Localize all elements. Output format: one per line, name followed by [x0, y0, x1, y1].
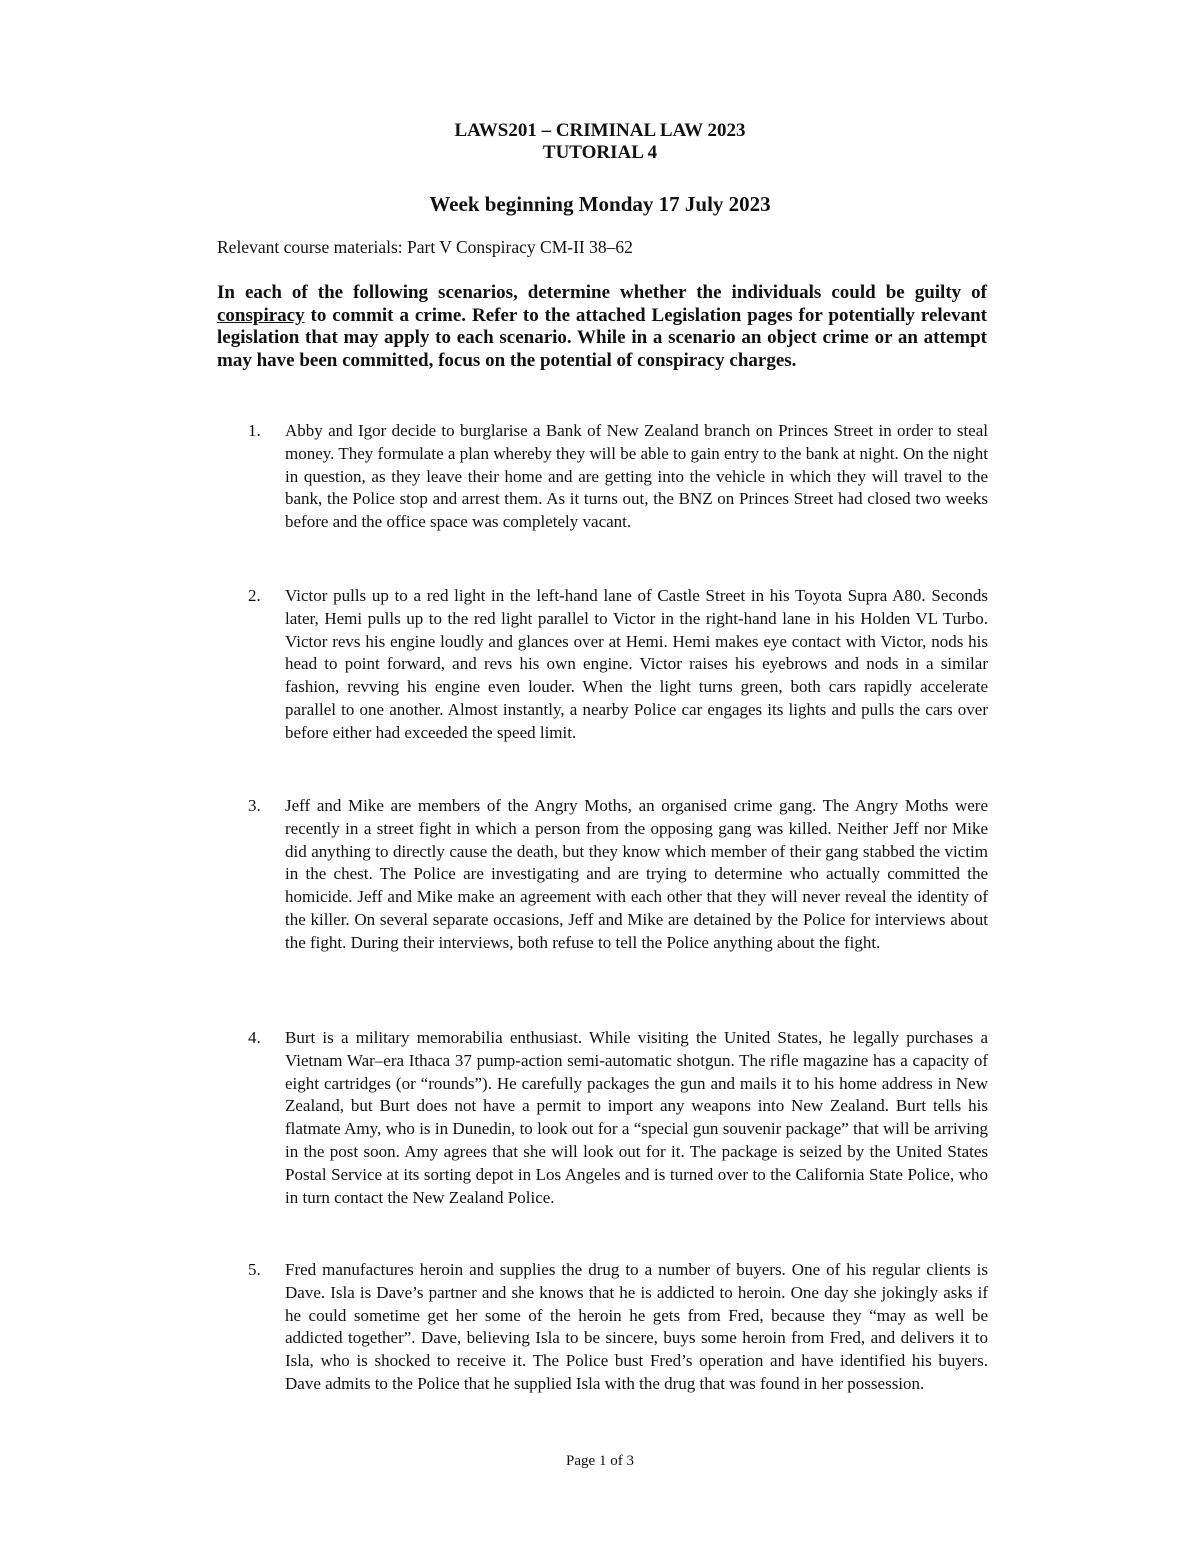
scenario-text: Jeff and Mike are members of the Angry Moths, an organised crime gang. The Angry Moths were recently in a street fight in which a person from the opposing gang was killed. Neither Jeff nor Mike did anything to directly cause the death, but they know which member of their gang stabbed the victim in the chest. The Police are investigating and are trying to determine who actually committed the homicide. Jeff and Mike make an agreement with each other that they will never reveal the identity of the killer. On several separate occasions, Jeff and Mike are detained by the Police for interviews about the fight. During their interviews, both refuse to tell the Police anything about the fight. [285, 796, 988, 952]
tutorial-title: TUTORIAL 4 [542, 142, 658, 163]
week-heading: Week beginning Monday 17 July 2023 [429, 192, 771, 216]
scenario-number: 4. [248, 1028, 261, 1047]
instructions-text-after: to commit a crime. Refer to the attached Legislation pages for potentially relevant legislation that may apply to each scenario. While in a scenario an object crime or an attempt may have been committed, focus on the potential of conspiracy charges. [217, 304, 987, 371]
scenario-item-3 [248, 795, 988, 955]
scenario-number: 1. [248, 421, 261, 440]
scenario-item-2 [248, 585, 988, 745]
scenario-text: Victor pulls up to a red light in the left-hand lane of Castle Street in his Toyota Supra A80. Seconds later, Hemi pulls up to the red light parallel to Victor in the right-hand lane in his Holden VL Turbo. Victor revs his engine loudly and glances over at Hemi. Hemi makes eye contact with Victor, nods his head to point forward, and revs his own engine. Victor raises his eyebrows and nods in a similar fashion, revving his engine even louder. When the light turns green, both cars rapidly accelerate parallel to one another. Almost instantly, a nearby Police car engages its lights and pulls the cars over before either had exceeded the speed limit. [285, 586, 988, 742]
instructions-paragraph [217, 282, 987, 372]
scenario-text: Burt is a military memorabilia enthusiast. While visiting the United States, he legally purchases a Vietnam War–era Ithaca 37 pump-action semi-automatic shotgun. The rifle magazine has a capacity of eight cartridges (or “rounds”). He carefully packages the gun and mails it to his home address in New Zealand, but Burt does not have a permit to import any weapons into New Zealand. Burt tells his flatmate Amy, who is in Dunedin, to look out for a “special gun souvenir package” that will be arriving in the post soon. Amy agrees that she will look out for it. The package is seized by the United States Postal Service at its sorting depot in Los Angeles and is turned over to the California State Police, who in turn contact the New Zealand Police. [285, 1028, 988, 1207]
instructions-text-before: In each of the following scenarios, determine whether the individuals could be guilty of [217, 282, 987, 303]
scenario-text: Abby and Igor decide to burglarise a Bank of New Zealand branch on Princes Street in order to steal money. They formulate a plan whereby they will be able to gain entry to the bank at night. On the night in question, as they leave their home and are getting into the vehicle in which they will travel to the bank, the Police stop and arrest them. As it turns out, the BNZ on Princes Street had closed two weeks before and the office space was completely vacant. [285, 421, 988, 532]
scenario-item-5 [248, 1259, 988, 1396]
page-number-footer: Page 1 of 3 [566, 1453, 634, 1469]
scenario-item-4 [248, 1027, 988, 1209]
scenario-number: 3. [248, 796, 261, 815]
scenario-item-1 [248, 420, 988, 534]
course-materials: Relevant course materials: Part V Conspiracy CM-II 38–62 [217, 237, 633, 257]
scenario-number: 5. [248, 1260, 261, 1279]
course-title: LAWS201 – CRIMINAL LAW 2023 [454, 120, 746, 141]
scenario-text: Fred manufactures heroin and supplies the drug to a number of buyers. One of his regular clients is Dave. Isla is Dave’s partner and she knows that he is addicted to heroin. One day she jokingly asks if he could sometime get her some of the heroin he gets from Fred, because they “may as well be addicted together”. Dave, believing Isla to be sincere, buys some heroin from Fred, and delivers it to Isla, who is shocked to receive it. The Police bust Fred’s operation and have identified his buyers. Dave admits to the Police that he supplied Isla with the drug that was found in her possession. [285, 1260, 988, 1393]
instructions-underlined-term: conspiracy [217, 304, 305, 326]
scenario-number: 2. [248, 586, 261, 605]
